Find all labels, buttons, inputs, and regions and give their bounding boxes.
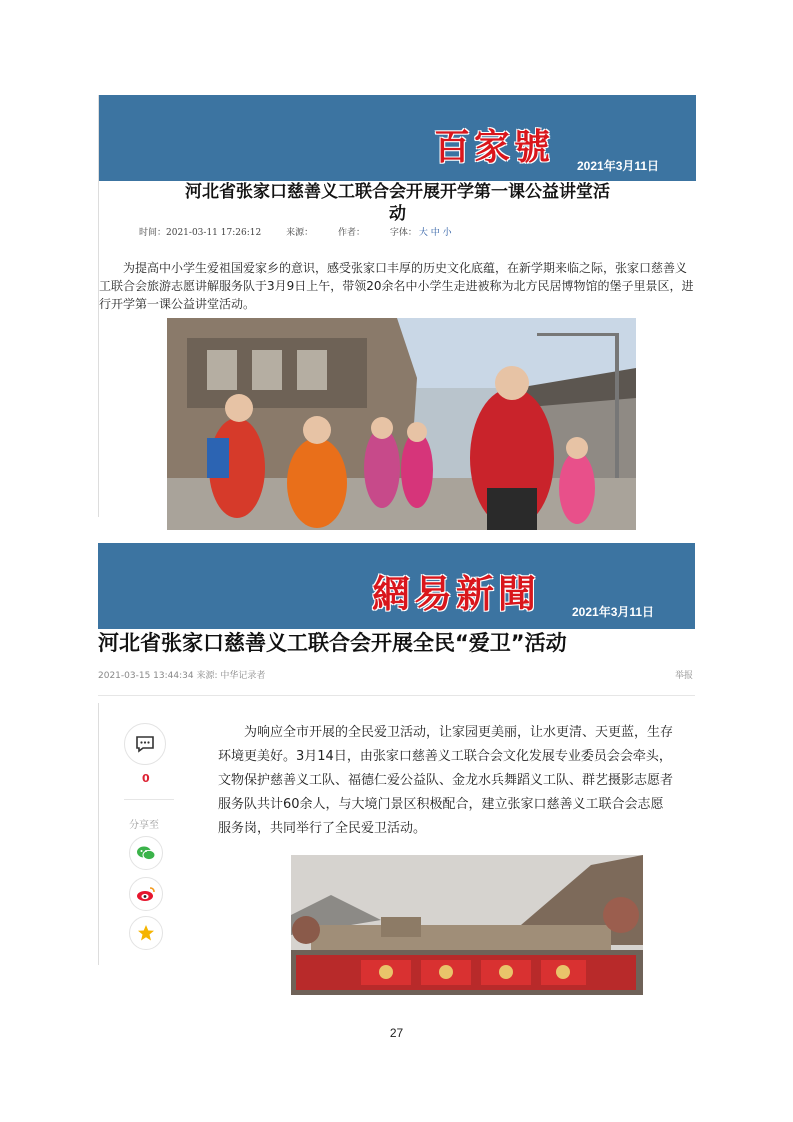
article-title xyxy=(99,181,696,225)
netease-article xyxy=(98,543,695,963)
comment-icon xyxy=(135,735,155,753)
article-body: 为响应全市开展的全民爱卫活动，让家园更美丽，让水更清、天更蓝，生存环境更美好。3月14日，由张家口慈善义工联合会文化发展专业委员会会牵头，文物保护慈善义工队、福德仁爱公益队、金龙水兵舞蹈义工队、群艺摄影志愿者服务队共计60余人，与大境门景区积极配合，建立张家口慈善义工联合会志愿服务岗，共同举行了全民爱卫活动。 xyxy=(218,725,674,836)
share-weibo-button[interactable] xyxy=(129,877,163,911)
favorite-star-icon xyxy=(137,924,155,942)
share-label: 分享至 xyxy=(129,820,159,831)
sidebar-border xyxy=(98,703,99,965)
students-photo xyxy=(167,318,636,530)
wechat-icon xyxy=(136,845,156,861)
share-divider xyxy=(124,799,174,800)
article-body: 为提高中小学生爱祖国爱家乡的意识，感受张家口丰厚的历史文化底蕴，在新学期来临之际，张家口慈善义工联合会旅游志愿讲解服务队于3月9日上午，带领20余名中小学生走进被称为北方民居博物馆的堡子里景区，进行开学第一课公益讲堂活动。 xyxy=(99,261,694,311)
font-size-label: 字体： xyxy=(389,228,417,238)
banner-date: 2021年3月11日 xyxy=(577,159,660,173)
article-meta: 2021-03-15 13:44:34 来源: 中华记录者 xyxy=(98,671,266,681)
article-meta xyxy=(139,225,474,238)
share-wechat-button[interactable] xyxy=(129,836,163,870)
comment-count: 0 xyxy=(142,772,150,785)
weibo-icon xyxy=(136,886,156,902)
title-line-2: 动 xyxy=(389,204,406,224)
banner-date: 2021年3月11日 xyxy=(572,605,655,619)
divider xyxy=(98,695,695,696)
baijiahao-article xyxy=(98,95,695,517)
netease-logo: 網易新聞 xyxy=(372,571,541,616)
report-link[interactable]: 举报 xyxy=(674,671,693,681)
title-line-1: 河北省张家口慈善义工联合会开展开学第一课公益讲堂活 xyxy=(185,182,610,202)
comment-button[interactable] xyxy=(124,723,166,765)
author-label: 作者： xyxy=(337,228,365,238)
publish-time: 时间：2021-03-11 17:26:12 xyxy=(139,228,262,238)
source-label: 来源： xyxy=(286,228,314,238)
font-size-options[interactable]: 大 中 小 xyxy=(418,228,452,238)
share-favorite-button[interactable] xyxy=(129,916,163,950)
netease-banner xyxy=(98,543,695,629)
baijiahao-logo: 百家號 xyxy=(434,126,555,168)
article-title: 河北省张家口慈善义工联合会开展全民“爱卫”活动 xyxy=(98,631,567,655)
group-photo xyxy=(291,855,643,995)
page-number: 27 xyxy=(389,1026,404,1040)
baijiahao-banner xyxy=(99,95,696,181)
